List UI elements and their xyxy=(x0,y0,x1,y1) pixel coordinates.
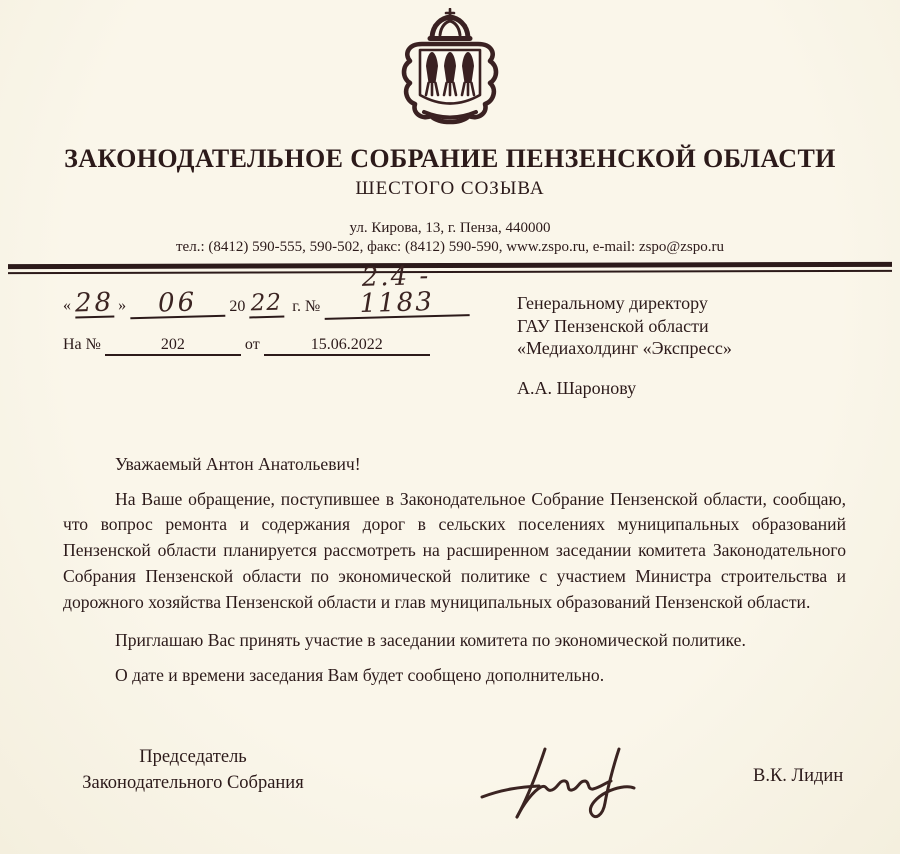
body-paragraph-1: На Ваше обращение, поступившее в Законодательное Собрание Пензенской области, сообщаю, что вопрос ремонта и содержания дорог в сельских поселениях муниципальных образований Пензенской области планируется рассмотреть на расширенном заседании комитета Законодательного Собрания Пензенской области по экономической политике с участием Министра строительства и дорожного хозяйства Пензенской области и глав муниципальных образований Пензенской области. xyxy=(63,488,846,612)
outgoing-day-handwritten: 28 xyxy=(74,287,115,319)
outgoing-month-handwritten: 06 xyxy=(130,289,226,319)
outgoing-number-handwritten: 2.4 - 1183 xyxy=(324,262,470,320)
recipient-organization-name: «Медиахолдинг «Экспресс» xyxy=(517,338,732,358)
convocation-line: ШЕСТОГО СОЗЫВА xyxy=(355,178,545,199)
recipient-position: Генеральному директору xyxy=(517,293,708,313)
body-paragraph-2: Приглашаю Вас принять участие в заседании комитета по экономической политике. xyxy=(115,630,746,651)
open-quote: « xyxy=(63,297,71,314)
incoming-date: 15.06.2022 xyxy=(264,336,430,356)
year-number-label: г. № xyxy=(288,298,321,315)
signer-title-line2: Законодательного Собрания xyxy=(82,773,304,793)
recipient-person: А.А. Шаронову xyxy=(517,377,637,398)
outgoing-year-handwritten: 22 xyxy=(249,290,285,319)
body-paragraph-3: О дате и времени заседания Вам будет сообщено дополнительно. xyxy=(115,664,605,685)
recipient-organization: ГАУ Пензенской области xyxy=(517,315,709,336)
contacts-line: тел.: (8412) 590-555, 590-502, факс: (8412) 590-590, www.zspo.ru, e-mail: zspo@zspo.ru xyxy=(176,239,724,255)
signer-title xyxy=(70,744,316,796)
signature-autograph-icon xyxy=(477,741,647,836)
outgoing-reference-row xyxy=(63,261,473,319)
incoming-number-label: На № xyxy=(63,336,101,353)
close-quote: » xyxy=(118,297,127,314)
reference-block xyxy=(63,261,473,356)
signer-title-line1: Председатель xyxy=(139,747,247,767)
incoming-number: 202 xyxy=(105,336,241,356)
recipient-block xyxy=(517,292,837,399)
salutation: Уважаемый Антон Анатольевич! xyxy=(115,454,361,474)
incoming-reference-row xyxy=(63,324,473,356)
year-prefix: 20 xyxy=(229,298,246,315)
org-name: ЗАКОНОДАТЕЛЬНОЕ СОБРАНИЕ ПЕНЗЕНСКОЙ ОБЛАСТИ xyxy=(64,144,836,173)
incoming-from-label: от xyxy=(244,336,260,353)
address-line: ул. Кирова, 13, г. Пенза, 440000 xyxy=(349,220,551,236)
letter-body xyxy=(63,452,846,689)
coat-of-arms-icon xyxy=(398,8,502,128)
signer-name: В.К. Лидин xyxy=(753,766,844,786)
